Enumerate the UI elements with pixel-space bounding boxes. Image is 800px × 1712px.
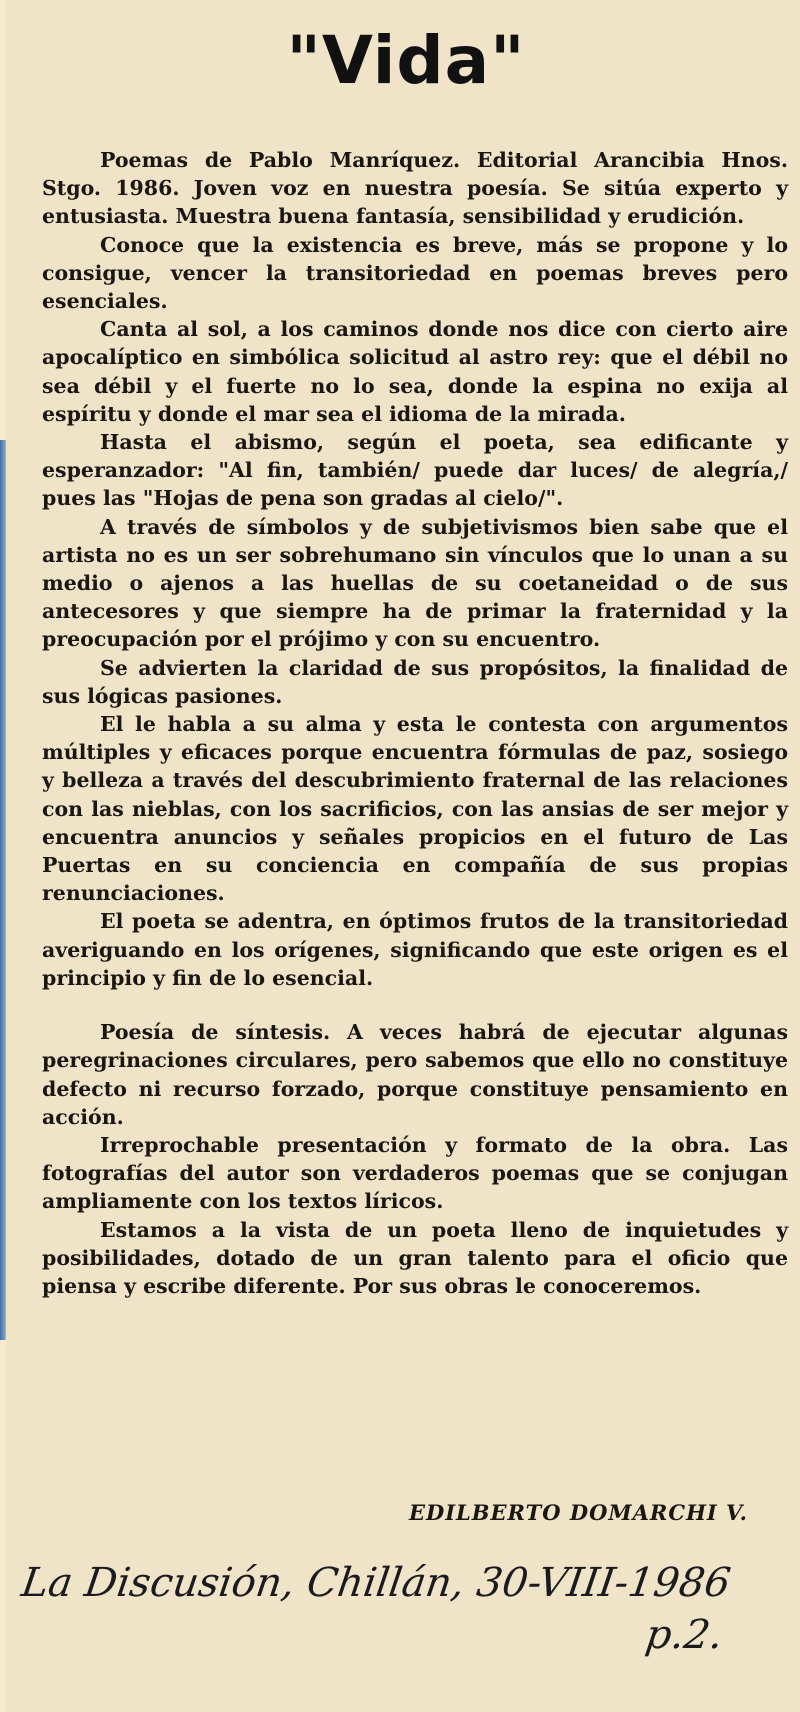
paragraph: Se advierten la claridad de sus propósitos, la finalidad de sus lógicas pasiones. xyxy=(42,655,788,708)
handwritten-source: La Discusión, Chillán, 30-VIII-1986 xyxy=(18,1560,734,1606)
handwritten-page-number: p.2. xyxy=(642,1612,726,1658)
paragraph: Poesía de síntesis. A veces habrá de ejecutar algunas peregrinaciones circulares, pero sabemos que ello no constituye defecto ni recurso forzado, porque constituye pensamiento en acción. xyxy=(42,1020,788,1129)
paragraph: Poemas de Pablo Manríquez. Editorial Arancibia Hnos. Stgo. 1986. Joven voz en nuestra poesía. Se sitúa experto y entusiasta. Muestra buena fantasía, sensibilidad y erudición. xyxy=(42,148,788,229)
paragraph: Estamos a la vista de un poeta lleno de inquietudes y posibilidades, dotado de un gran talento para el oficio que piensa y escribe diferente. Por sus obras le conoceremos. xyxy=(42,1217,788,1298)
paragraph: Irreprochable presentación y formato de la obra. Las fotografías del autor son verdaderos poemas que se conjugan ampliamente con los textos líricos. xyxy=(42,1132,788,1214)
paragraph: Hasta el abismo, según el poeta, sea edificante y esperanzador: "Al fin, también/ puede dar luces/ de alegría,/ pues las "Hojas de pena son gradas al cielo/". xyxy=(42,430,788,511)
paragraph: Canta al sol, a los caminos donde nos dice con cierto aire apocalíptico en simbólica solicitud al astro rey: que el débil no sea débil y el fuerte no lo sea, donde la espina no exija al espíritu y donde el mar sea el idioma de la mirada. xyxy=(42,317,788,426)
author-byline: EDILBERTO DOMARCHI V. xyxy=(409,1500,748,1525)
paragraph: A través de símbolos y de subjetivismos bien sabe que el artista no es un ser sobrehumano sin vínculos que lo unan a su medio o ajenos a las huellas de su coetaneidad o de sus antecesores y que siempre ha de primar la fraternidad y la preocupación por el prójimo y con su encuentro. xyxy=(42,514,788,652)
article-body xyxy=(42,146,788,1300)
paragraph: Conoce que la existencia es breve, más se propone y lo consigue, vencer la transitoriedad en poemas breves pero esenciales. xyxy=(42,232,788,314)
newspaper-clipping xyxy=(6,0,800,1712)
paragraph: El le habla a su alma y esta le contesta con argumentos múltiples y eficaces porque encuentra fórmulas de paz, sosiego y belleza a través del descubrimiento fraternal de las relaciones con las nieblas, con los sacrificios, con las ansias de ser mejor y encuentra anuncios y señales propicios en el futuro de Las Puertas en su conciencia en compañía de sus propias renunciaciones. xyxy=(42,712,788,906)
paragraph: El poeta se adentra, en óptimos frutos de la transitoriedad averiguando en los orígenes, significando que este origen es el principio y fin de lo esencial. xyxy=(42,909,788,990)
headline: "Vida" xyxy=(286,22,526,99)
handwritten-annotation xyxy=(18,1560,782,1680)
